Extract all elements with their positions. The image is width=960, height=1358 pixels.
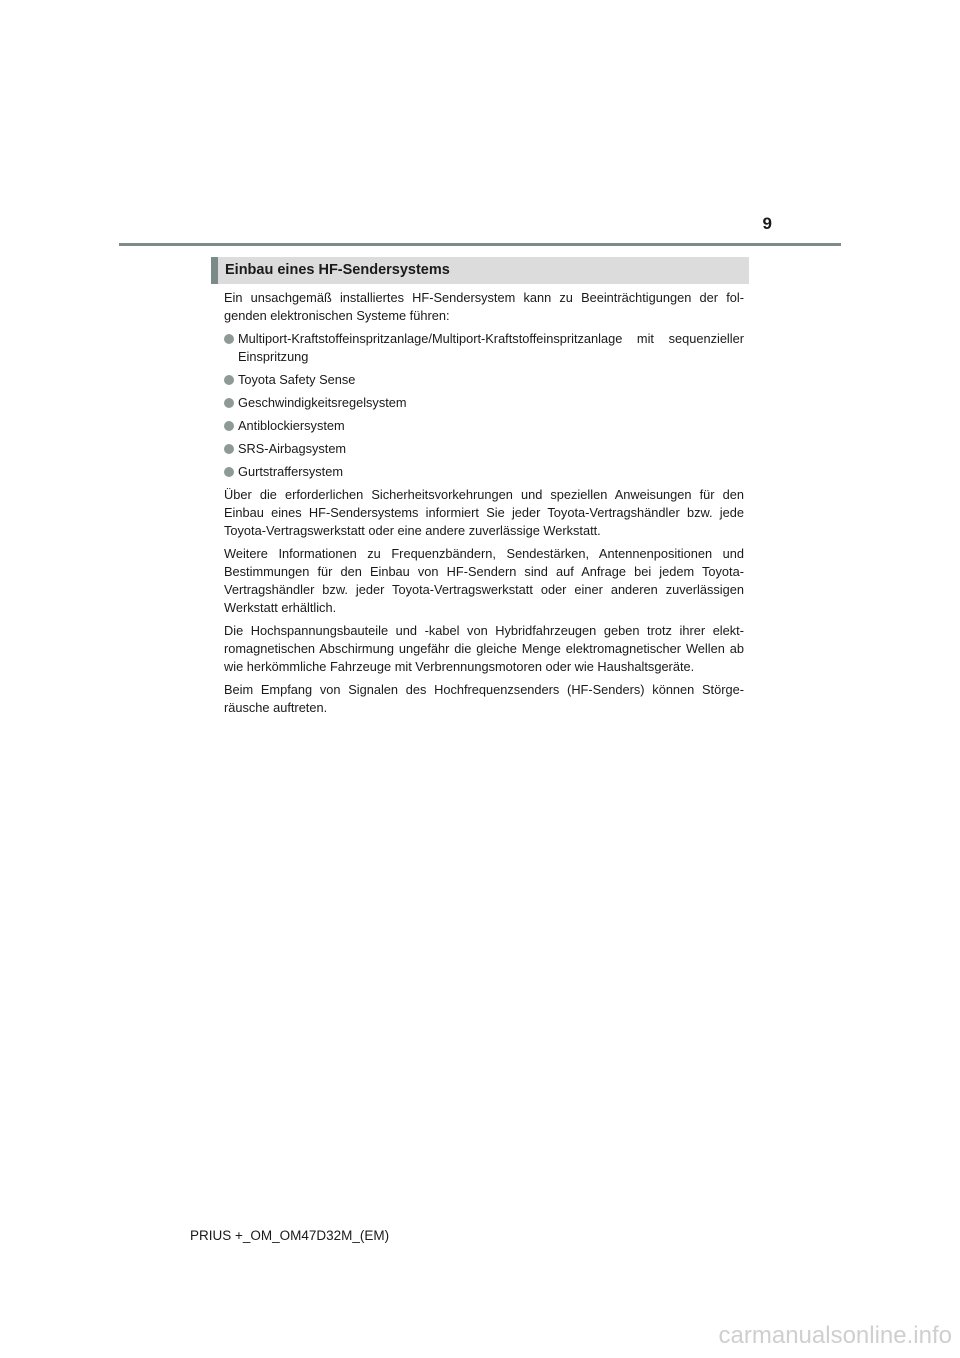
bullet-dot-icon xyxy=(224,444,234,454)
list-item xyxy=(224,371,744,389)
list-item xyxy=(224,394,744,412)
list-item xyxy=(224,440,744,458)
list-item-text: Antiblockiersystem xyxy=(238,418,345,433)
intro-paragraph: Ein unsachgemäß installiertes HF-Sendersystem kann zu Beeinträchtigungen der folgenden elektronischen Systeme führen: xyxy=(224,290,744,323)
list-item-text: Multiport-Kraftstoffeinspritzanlage/Multiport-Kraftstoffeinspritzanlage mit sequenzieller Einspritzung xyxy=(238,331,744,364)
list-item-text: Toyota Safety Sense xyxy=(238,372,356,387)
body-paragraph: Beim Empfang von Signalen des Hochfrequenzsenders (HF-Senders) können Störgeräusche auftreten. xyxy=(224,682,744,715)
list-item-text: Gurtstraffersystem xyxy=(238,464,344,479)
bullet-dot-icon xyxy=(224,334,234,344)
bullet-dot-icon xyxy=(224,398,234,408)
section-accent-bar xyxy=(211,257,218,284)
section-title: Einbau eines HF-Sendersystems xyxy=(225,262,450,278)
list-item-text: Geschwindigkeitsregelsystem xyxy=(238,395,407,410)
main-content xyxy=(224,289,744,722)
list-item-text: SRS-Airbagsystem xyxy=(238,441,347,456)
affected-systems-list xyxy=(224,330,744,481)
watermark: carmanualsonline.info xyxy=(718,1322,952,1349)
bullet-dot-icon xyxy=(224,375,234,385)
list-item xyxy=(224,330,744,366)
page-number: 9 xyxy=(762,214,772,233)
footer-document-code: PRIUS +_OM_OM47D32M_(EM) xyxy=(190,1228,390,1243)
section-header xyxy=(211,257,749,284)
bullet-dot-icon xyxy=(224,421,234,431)
list-item xyxy=(224,417,744,435)
header-rule xyxy=(119,243,841,246)
bullet-dot-icon xyxy=(224,467,234,477)
list-item xyxy=(224,463,744,481)
body-paragraph: Weitere Informationen zu Frequenzbändern, Sendestärken, Antennenpositionen und Bestimmungen für den Einbau von HF-Sendern sind auf Anfrage bei jedem Toyota-Vertragshändler bzw. jeder Toyota-Vertragswerkstatt oder einer anderen zuverlässigen Werkstatt erhältlich. xyxy=(224,546,744,615)
body-paragraph: Über die erforderlichen Sicherheitsvorkehrungen und speziellen Anweisungen für den Einbau eines HF-Sendersystems informiert Sie jeder Toyota-Vertragshändler bzw. jede Toyota-Vertragswerkstatt oder eine andere zuverlässige Werkstatt. xyxy=(224,487,744,538)
body-paragraph: Die Hochspannungsbauteile und -kabel von Hybridfahrzeugen geben trotz ihrer elektromagnetischen Abschirmung ungefähr die gleiche Menge elektromagnetischer Wellen ab wie herkömmliche Fahrzeuge mit Verbrennungsmotoren oder wie Haushaltsgeräte. xyxy=(224,623,744,674)
